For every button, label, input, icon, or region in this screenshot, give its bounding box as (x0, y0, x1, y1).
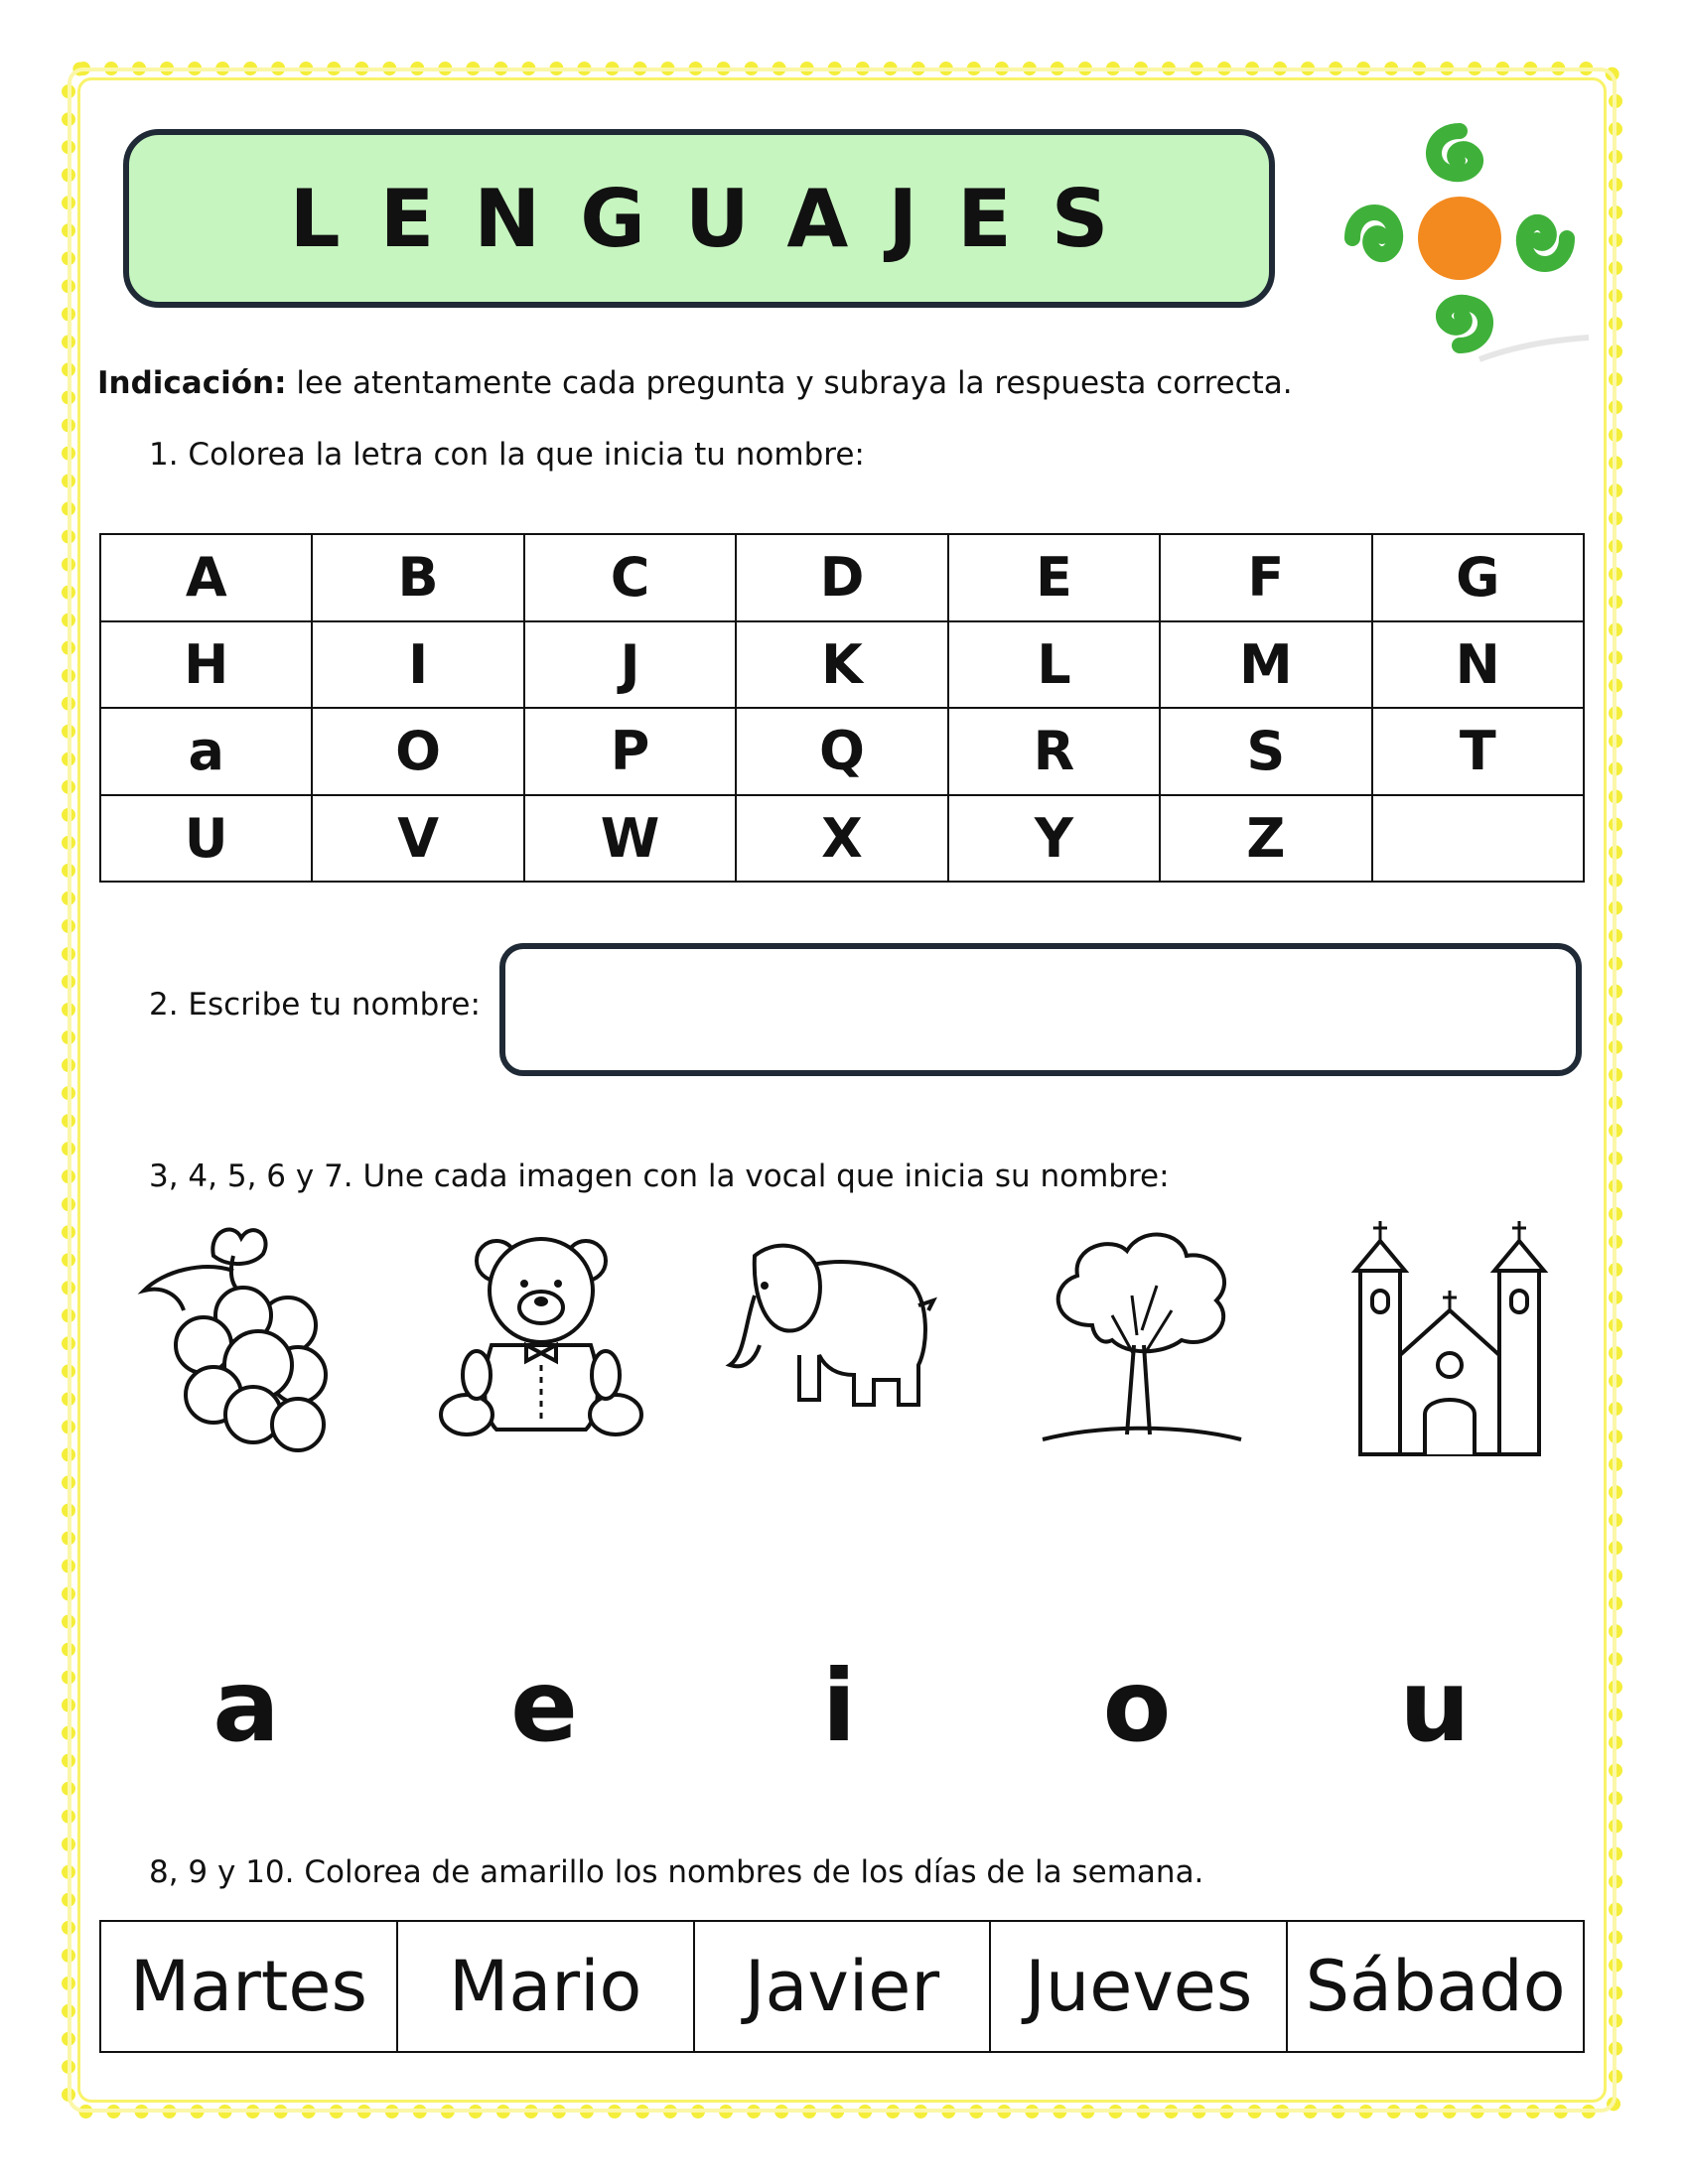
letter-cell[interactable]: O (312, 708, 523, 795)
word-cell[interactable]: Sábado (1287, 1921, 1584, 2052)
teddy-bear-icon[interactable] (437, 1216, 655, 1464)
letter-cell[interactable]: Y (948, 795, 1160, 883)
vowel-o[interactable]: o (1102, 1648, 1172, 1764)
letter-cell[interactable]: X (736, 795, 947, 883)
word-cell[interactable]: Martes (100, 1921, 397, 2052)
letter-cell[interactable]: F (1160, 534, 1371, 621)
word-cell[interactable]: Jueves (990, 1921, 1287, 2052)
word-cell[interactable]: Javier (694, 1921, 991, 2052)
table-row (100, 534, 1584, 621)
letter-cell[interactable]: E (948, 534, 1160, 621)
letter-cell[interactable]: K (736, 621, 947, 709)
vowel-e[interactable]: e (510, 1648, 578, 1764)
table-row (100, 1921, 1584, 2052)
table-row (100, 621, 1584, 709)
letter-cell[interactable]: H (100, 621, 312, 709)
letter-cell[interactable]: R (948, 708, 1160, 795)
question-1: 1. Colorea la letra con la que inicia tu nombre: (149, 437, 865, 473)
question-8: 8, 9 y 10. Colorea de amarillo los nombres de los días de la semana. (149, 1854, 1204, 1890)
letter-cell[interactable]: A (100, 534, 312, 621)
letter-cell[interactable]: C (524, 534, 736, 621)
table-row (100, 708, 1584, 795)
letter-cell[interactable]: J (524, 621, 736, 709)
letter-cell[interactable]: G (1372, 534, 1584, 621)
tree-icon[interactable] (1033, 1216, 1251, 1464)
word-grid (99, 1920, 1585, 2053)
letter-cell[interactable]: P (524, 708, 736, 795)
question-3: 3, 4, 5, 6 y 7. Une cada imagen con la vocal que inicia su nombre: (149, 1159, 1170, 1194)
letter-cell[interactable]: Q (736, 708, 947, 795)
letter-cell[interactable]: D (736, 534, 947, 621)
letter-cell[interactable]: S (1160, 708, 1371, 795)
grapes-icon[interactable] (134, 1216, 352, 1464)
instruction-body: lee atentamente cada pregunta y subraya la respuesta correcta. (286, 365, 1293, 401)
letter-cell[interactable]: L (948, 621, 1160, 709)
logo-icon (1331, 111, 1589, 369)
letter-cell[interactable]: W (524, 795, 736, 883)
letter-cell[interactable]: Z (1160, 795, 1371, 883)
vowel-a[interactable]: a (212, 1648, 280, 1764)
question-2: 2. Escribe tu nombre: (149, 987, 481, 1023)
title-banner (123, 129, 1275, 308)
page-title: LENGUAJES (289, 172, 1149, 265)
letter-cell[interactable]: U (100, 795, 312, 883)
vowel-i[interactable]: i (821, 1648, 857, 1764)
letter-cell[interactable]: I (312, 621, 523, 709)
elephant-icon[interactable] (725, 1216, 943, 1464)
word-cell[interactable]: Mario (397, 1921, 694, 2052)
name-input-box[interactable] (499, 943, 1582, 1076)
church-icon[interactable] (1340, 1216, 1559, 1464)
instruction-label: Indicación: (97, 365, 287, 401)
instruction-text (97, 365, 1293, 401)
letter-cell[interactable]: T (1372, 708, 1584, 795)
letter-cell[interactable]: N (1372, 621, 1584, 709)
vowel-u[interactable]: u (1399, 1648, 1471, 1764)
letter-cell[interactable]: M (1160, 621, 1371, 709)
letter-cell[interactable]: V (312, 795, 523, 883)
alphabet-grid (99, 533, 1585, 883)
letter-cell-empty[interactable] (1372, 795, 1584, 883)
table-row (100, 795, 1584, 883)
letter-cell[interactable]: a (100, 708, 312, 795)
letter-cell[interactable]: B (312, 534, 523, 621)
